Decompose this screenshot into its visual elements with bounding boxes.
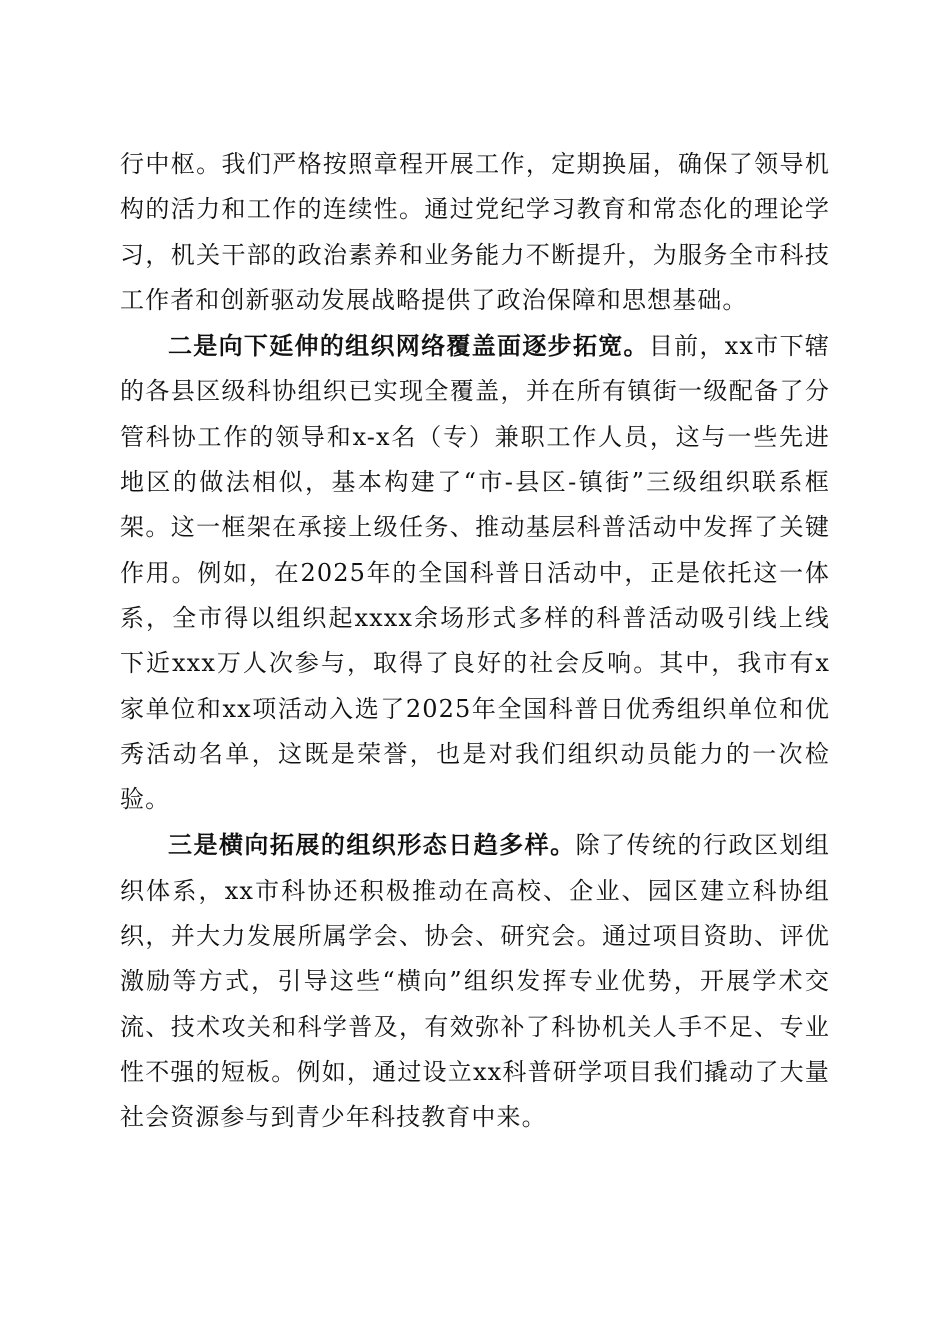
paragraph-point-three xyxy=(120,822,830,1140)
document-page xyxy=(120,142,830,1141)
paragraph-body: 行中枢。我们严格按照章程开展工作，定期换届，确保了领导机构的活力和工作的连续性。通过党纪学习教育和常态化的理论学习，机关干部的政治素养和业务能力不断提升，为服务全市科技工作者和创新驱动发展战略提供了政治保障和思想基础。 xyxy=(120,150,830,314)
paragraph-continuation xyxy=(120,142,830,323)
paragraph-lead-sentence: 三是横向拓展的组织形态日趋多样。 xyxy=(168,830,576,860)
paragraph-lead-sentence: 二是向下延伸的组织网络覆盖面逐步拓宽。 xyxy=(168,331,649,361)
paragraph-point-two xyxy=(120,323,830,822)
paragraph-body: 除了传统的行政区划组织体系，xx市科协还积极推动在高校、企业、园区建立科协组织，并大力发展所属学会、协会、研究会。通过项目资助、评优激励等方式，引导这些“横向”组织发挥专业优势，开展学术交流、技术攻关和科学普及，有效弥补了科协机关人手不足、专业性不强的短板。例如，通过设立xx科普研学项目我们撬动了大量社会资源参与到青少年科技教育中来。 xyxy=(120,831,830,1132)
paragraph-body: 目前，xx市下辖的各县区级科协组织已实现全覆盖，并在所有镇街一级配备了分管科协工作的领导和x-x名（专）兼职工作人员，这与一些先进地区的做法相似，基本构建了“市-县区-镇街”三级组织联系框架。这一框架在承接上级任务、推动基层科普活动中发挥了关键作用。例如，在2025年的全国科普日活动中，正是依托这一体系，全市得以组织起xxxx余场形式多样的科普活动吸引线上线下近xxx万人次参与，取得了良好的社会反响。其中，我市有x家单位和xx项活动入选了2025年全国科普日优秀组织单位和优秀活动名单，这既是荣誉，也是对我们组织动员能力的一次检验。 xyxy=(120,332,830,814)
